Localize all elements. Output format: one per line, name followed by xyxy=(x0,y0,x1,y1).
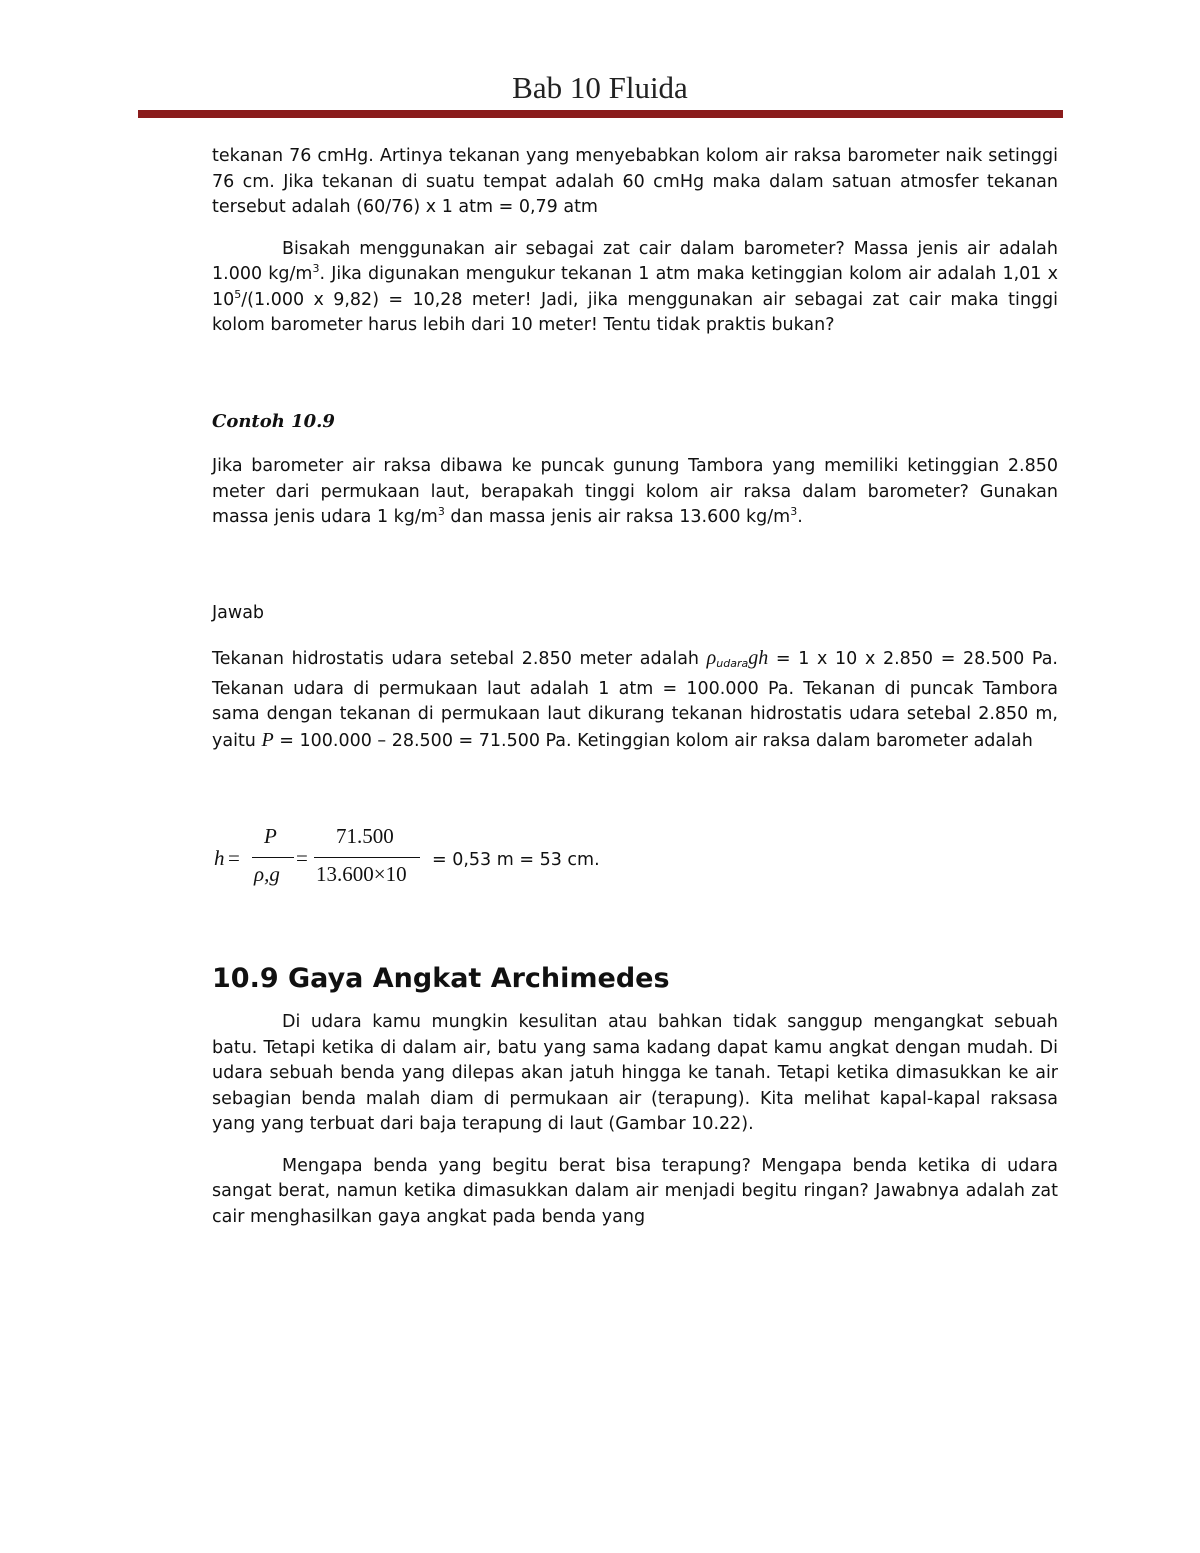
answer-text: = 100.000 – 28.500 = 71.500 Pa. Ketinggian kolom air raksa dalam barometer adalah xyxy=(273,730,1033,751)
paragraph-barometer-cmhg: tekanan 76 cmHg. Artinya tekanan yang menyebabkan kolom air raksa barometer naik setinggi 76 cm. Jika tekanan di suatu tempat adalah 60 cmHg maka dalam satuan atmosfer tekanan tersebut adalah (60/76) x 1 atm = 0,79 atm xyxy=(212,146,1058,217)
formula-numerator-p: P xyxy=(264,824,277,848)
paragraph-text: /(1.000 x 9,82) = 10,28 meter! Jadi, jika menggunakan air sebagai zat cair maka tinggi kolom barometer harus lebih dari 10 meter! Tentu tidak praktis bukan? xyxy=(212,289,1058,335)
paragraph-text: . Jika digunakan mengukur tekanan 1 atm maka ketinggian kolom air adalah 1,01 x 10 xyxy=(212,264,1058,310)
section-heading: 10.9 Gaya Angkat Archimedes xyxy=(212,963,670,994)
formula-equals: = xyxy=(228,846,240,870)
paragraph-text: Bisakah menggunakan air sebagai zat cair dalam barometer? Massa jenis air adalah 1.000 kg/m xyxy=(212,238,1058,284)
fraction-line xyxy=(252,857,294,858)
answer-explanation xyxy=(212,646,1058,754)
fraction-line xyxy=(314,857,420,858)
answer-text: = 1 x 10 x 2.850 = 28.500 Pa. Tekanan udara di permukaan laut adalah 1 atm = 100.000 Pa. Tekanan di puncak Tambora sama dengan tekanan di permukaan laut dikurang tekanan hidrostatis udara setebal 2.850 m, yaitu xyxy=(212,649,1058,751)
height-formula xyxy=(212,824,1058,894)
paragraph-water-barometer xyxy=(212,237,1058,339)
section-paragraph-2: Mengapa benda yang begitu berat bisa terapung? Mengapa benda ketika di udara sangat berat, namun ketika dimasukkan dalam air menjadi begitu ringan? Jawabnya adalah zat cair menghasilkan gaya angkat pada benda yang xyxy=(212,1155,1058,1227)
page-content xyxy=(212,144,1058,1230)
section-paragraph-1: Di udara kamu mungkin kesulitan atau bahkan tidak sanggup mengangkat sebuah batu. Tetapi ketika di dalam air, batu yang sama kadang dapat kamu angkat dengan mudah. Di udara sebuah benda yang dilepas akan jatuh hingga ke tanah. Tetapi ketika dimasukkan ke air sebagian benda malah diam di permukaan air (terapung). Kita melihat kapal-kapal raksasa yang yang terbuat dari baja terapung di laut (Gambar 10.22). xyxy=(212,1012,1058,1134)
superscript: 3 xyxy=(312,262,320,275)
superscript: 3 xyxy=(790,505,798,518)
gh-symbol: gh xyxy=(748,647,769,669)
superscript: 5 xyxy=(234,287,242,301)
example-text: dan massa jenis air raksa 13.600 kg/m xyxy=(444,507,791,527)
page-header-title: Bab 10 Fluida xyxy=(512,70,688,105)
example-text: . xyxy=(797,507,803,527)
header-divider xyxy=(138,110,1063,118)
example-title: Contoh 10.9 xyxy=(212,410,335,432)
rho-symbol: ρ xyxy=(706,647,717,669)
formula-result: = 0,53 m = 53 cm. xyxy=(432,850,600,870)
example-text: Jika barometer air raksa dibawa ke puncak gunung Tambora yang memiliki ketinggian 2.850 meter dari permukaan laut, berapakah tinggi kolom air raksa dalam barometer? Gunakan massa jenis udara 1 kg/m xyxy=(212,456,1058,527)
answer-label: Jawab xyxy=(212,602,265,623)
p-symbol: P xyxy=(261,728,274,751)
formula-denominator-rho-g: ρ,g xyxy=(254,862,280,886)
formula-denominator-value: 13.600×10 xyxy=(316,862,407,886)
formula-equals: = xyxy=(296,846,308,870)
superscript: 3 xyxy=(437,505,445,518)
answer-text: Tekanan hidrostatis udara setebal 2.850 meter adalah xyxy=(212,649,707,669)
formula-h: h xyxy=(214,846,225,870)
formula-numerator-value: 71.500 xyxy=(336,824,394,848)
example-problem xyxy=(212,454,1058,531)
rho-subscript: udara xyxy=(716,657,749,670)
